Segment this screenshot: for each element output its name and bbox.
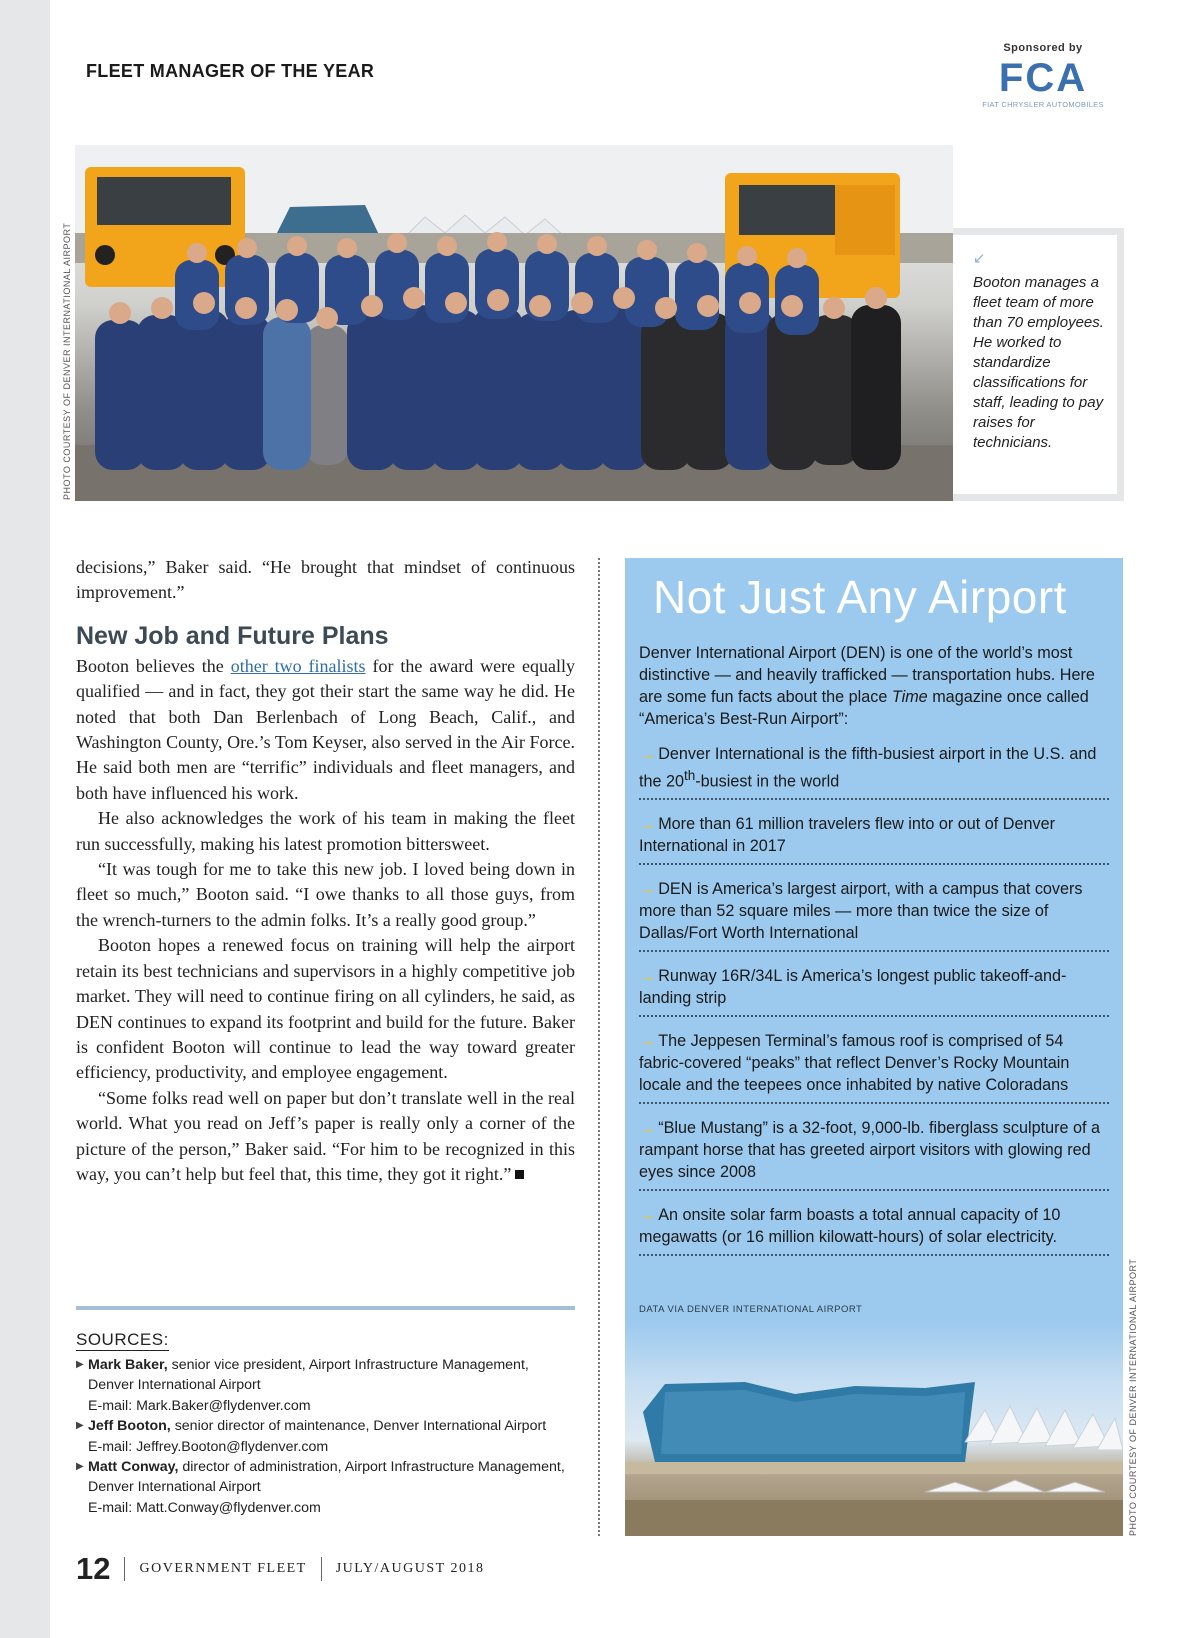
- article-paragraph: Booton hopes a renewed focus on training will help the airport retain its best technicians and supervisors in a highly competitive job market. They will need to continue firing on all cylinders, he said, as DEN continues to expand its footprint and build for the future. Baker is confident Booton will continue to lead the way toward greater efficiency, productivity, and employee engagement.: [76, 935, 575, 1083]
- footer-separator: [321, 1557, 322, 1581]
- fact-superscript: th: [684, 768, 696, 783]
- sidebar-photo-credit: PHOTO COURTESY OF DENVER INTERNATIONAL AIRPORT: [1128, 1258, 1138, 1536]
- source-item: [76, 1416, 575, 1457]
- page-footer: [76, 1551, 484, 1587]
- sidebar-intro-text: Denver International Airport (DEN) is one of the world’s most distinctive — and heavily trafficked — transportation hubs. Here are some fun facts about the place: [639, 644, 1095, 706]
- source-role: senior director of maintenance, Denver International Airport: [170, 1418, 547, 1435]
- team-photo-credit: PHOTO COURTESY OF DENVER INTERNATIONAL AIRPORT: [62, 222, 72, 500]
- sources-block: [76, 1330, 575, 1518]
- arrow-right-icon: →: [639, 815, 656, 834]
- column-divider: [598, 558, 600, 1536]
- source-email: E-mail: Mark.Baker@flydenver.com: [88, 1397, 311, 1414]
- article-paragraph: [76, 1086, 575, 1188]
- arrow-right-icon: →: [639, 745, 656, 763]
- section-label: FLEET MANAGER OF THE YEAR: [86, 61, 375, 81]
- source-role: senior vice president, Airport Infrastructure Management, Denver International Airport: [88, 1357, 529, 1394]
- sidebar-intro-text: magazine once called “America’s Best-Run Airport”:: [639, 688, 1089, 728]
- team-photo-illustration: [75, 145, 953, 501]
- photo-caption-box: [953, 228, 1124, 501]
- source-item: [76, 1355, 575, 1416]
- arrow-right-icon: →: [639, 880, 656, 899]
- sidebar-intro: [639, 642, 1109, 730]
- fact-text: An onsite solar farm boasts a total annual capacity of 10 megawatts (or 16 million kilowatt-hours) of solar electricity.: [639, 1206, 1061, 1247]
- article-text: Booton believes the: [76, 655, 231, 676]
- fca-logo-subtitle: FIAT CHRYSLER AUTOMOBILES: [982, 100, 1104, 109]
- caption-arrow-icon: ↙: [973, 249, 986, 267]
- airport-terminal-photo: [625, 1322, 1123, 1536]
- article-text: for the award were equally qualified — and in fact, they got their start the same way he did. He noted that both Dan Berlenbach of Long Beach, Calif., and Washington County, Ore.’s Tom Keyser, also served in the Air Force. He said both men are “terrific” individuals and fleet managers, and both have influenced his work.: [76, 655, 575, 803]
- source-item: [76, 1457, 575, 1518]
- source-email: E-mail: Matt.Conway@flydenver.com: [88, 1499, 321, 1516]
- fca-logo: FCA: [998, 56, 1088, 100]
- fact-item: [639, 965, 1109, 1017]
- sidebar-title: Not Just Any Airport: [653, 571, 1067, 623]
- article-text: “Some folks read well on paper but don’t translate well in the real world. What you read on Jeff’s paper is really only a corner of the picture of the person,” Baker said. “For him to be recognized in this way, you can’t help but feel that, this time, they got it right.”: [76, 1087, 575, 1184]
- bullet-triangle-icon: ▶: [76, 1420, 84, 1432]
- source-role: director of administration, Airport Infrastructure Management, Denver International Airport: [88, 1459, 565, 1496]
- team-photo: [75, 145, 953, 501]
- airport-terminal-illustration: [625, 1322, 1123, 1536]
- source-name: Jeff Booton,: [88, 1418, 171, 1435]
- fact-item: [639, 878, 1109, 952]
- fact-item: [639, 1117, 1109, 1191]
- fact-text: -busiest in the world: [695, 772, 840, 791]
- end-mark-icon: [515, 1170, 524, 1179]
- article-paragraph: [76, 654, 575, 806]
- fact-text: More than 61 million travelers flew into or out of Denver International in 2017: [639, 815, 1055, 856]
- article-paragraph: decisions,” Baker said. “He brought that mindset of continuous improvement.”: [76, 557, 575, 603]
- arrow-right-icon: →: [639, 1119, 656, 1138]
- finalists-link[interactable]: other two finalists: [230, 655, 366, 676]
- page-margin-strip: [0, 0, 50, 1638]
- publication-name: GOVERNMENT FLEET: [139, 1561, 307, 1576]
- arrow-right-icon: →: [639, 1206, 656, 1225]
- fact-text: “Blue Mustang” is a 32-foot, 9,000-lb. fiberglass sculpture of a rampant horse that has greeted airport visitors with glowing red eyes since 2008: [639, 1119, 1100, 1182]
- article-paragraph: “It was tough for me to take this new job. I loved being down in fleet so much,” Booton said. “I owe thanks to all those guys, from the wrench-turners to the admin folks. It’s a really good group.”: [76, 859, 575, 930]
- arrow-right-icon: →: [639, 1032, 656, 1051]
- source-name: Matt Conway,: [88, 1459, 179, 1476]
- sources-divider: [76, 1306, 575, 1310]
- bullet-triangle-icon: ▶: [76, 1461, 84, 1473]
- article-paragraph: He also acknowledges the work of his team in making the fleet run successfully, making his latest promotion bittersweet.: [76, 808, 575, 854]
- sponsor-text: Sponsored by: [1003, 42, 1083, 54]
- bullet-triangle-icon: ▶: [76, 1359, 84, 1370]
- airport-facts-sidebar: [625, 558, 1123, 1536]
- fact-item: [639, 1030, 1109, 1104]
- issue-date: JULY/AUGUST 2018: [335, 1561, 485, 1576]
- sidebar-data-credit: DATA VIA DENVER INTERNATIONAL AIRPORT: [639, 1304, 863, 1315]
- source-email: E-mail: Jeffrey.Booton@flydenver.com: [88, 1438, 329, 1455]
- fact-text: The Jeppesen Terminal’s famous roof is comprised of 54 fabric-covered “peaks” that reflect Denver’s Rocky Mountain locale and the teepees once inhabited by native Coloradans: [639, 1032, 1070, 1095]
- footer-separator: [124, 1557, 125, 1581]
- fact-item: [639, 743, 1109, 800]
- photo-caption: Booton manages a fleet team of more than 70 employees. He worked to standardize classifications for staff, leading to pay raises for technicians.: [973, 274, 1104, 451]
- fact-text: Runway 16R/34L is America’s longest public takeoff-and-landing strip: [639, 967, 1067, 1008]
- facts-list: [639, 743, 1109, 1269]
- article-subhead: New Job and Future Plans: [76, 621, 389, 650]
- fact-item: [639, 1204, 1109, 1256]
- page-number: 12: [76, 1551, 111, 1586]
- sidebar-intro-italic: Time: [891, 688, 928, 706]
- fact-text: Denver International is the fifth-busiest airport in the U.S. and the 20: [639, 745, 1097, 791]
- sponsor-block: [968, 42, 1118, 109]
- fact-text: DEN is America’s largest airport, with a campus that covers more than 52 square miles — more than twice the size of Dallas/Fort Worth International: [639, 880, 1083, 943]
- fact-item: [639, 813, 1109, 865]
- source-name: Mark Baker,: [88, 1357, 168, 1373]
- arrow-right-icon: →: [639, 967, 656, 986]
- sources-title: SOURCES:: [76, 1330, 169, 1349]
- article-body: [76, 555, 575, 1187]
